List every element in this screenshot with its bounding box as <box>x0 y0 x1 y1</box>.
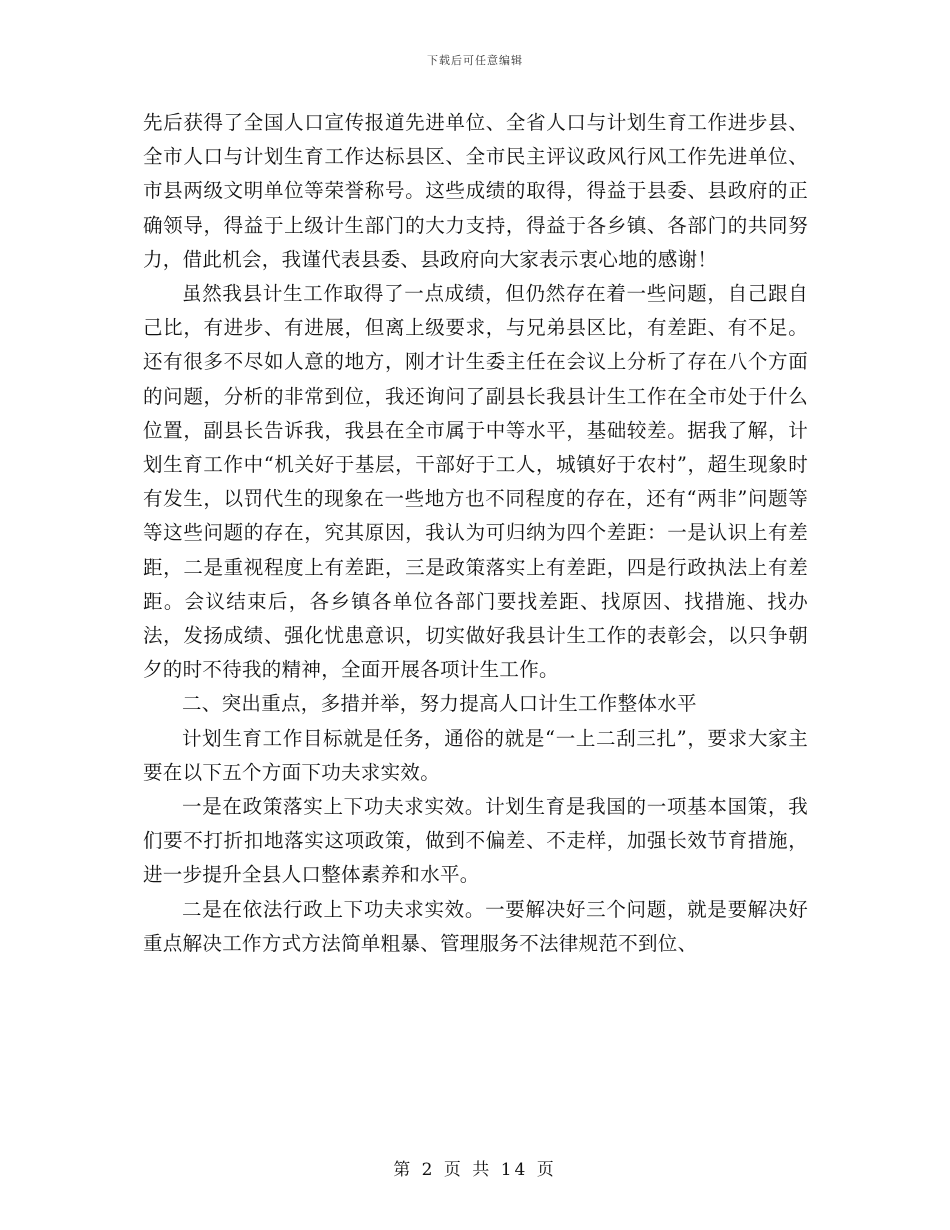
paragraph-3: 计划生育工作目标就是任务，通俗的就是“一上二刮三扎”，要求大家主要在以下五个方面下功夫求实效。 <box>143 726 808 784</box>
paragraph-4: 一是在政策落实上下功夫求实效。计划生育是我国的一项基本国策，我们要不打折扣地落实这项政策，做到不偏差、不走样，加强长效节育措施，进一步提升全县人口整体素养和水平。 <box>143 795 808 887</box>
document-body <box>143 106 808 961</box>
page-number-footer: 第 2 页 共 14 页 <box>393 1160 557 1180</box>
page-header: 下载后可任意编辑 <box>427 54 523 67</box>
paragraph-1: 先后获得了全国人口宣传报道先进单位、全省人口与计划生育工作进步县、全市人口与计划生育工作达标县区、全市民主评议政风行风工作先进单位、市县两级文明单位等荣誉称号。这些成绩的取得，得益于县委、县政府的正确领导，得益于上级计生部门的大力支持，得益于各乡镇、各部门的共同努力，借此机会，我谨代表县委、县政府向大家表示衷心地的感谢！ <box>143 111 808 271</box>
paragraph-5: 二是在依法行政上下功夫求实效。一要解决好三个问题，就是要解决好重点解决工作方式方法简单粗暴、管理服务不法律规范不到位、 <box>143 897 808 955</box>
section-heading: 二、突出重点，多措并举，努力提高人口计生工作整体水平 <box>182 692 697 716</box>
paragraph-2: 虽然我县计生工作取得了一点成绩，但仍然存在着一些问题，自己跟自己比，有进步、有进展，但离上级要求，与兄弟县区比，有差距、有不足。还有很多不尽如人意的地方，刚才计生委主任在会议上分析了存在八个方面的问题，分析的非常到位，我还询问了副县长我县计生工作在全市处于什么位置，副县长告诉我，我县在全市属于中等水平，基础较差。据我了解，计划生育工作中“机关好于基层，干部好于工人，城镇好于农村”，超生现象时有发生，以罚代生的现象在一些地方也不同程度的存在，还有“两非”问题等等这些问题的存在，究其原因，我认为可归纳为四个差距：一是认识上有差距，二是重视程度上有差距，三是政策落实上有差距，四是行政执法上有差距。会议结束后，各乡镇各单位各部门要找差距、找原因、找措施、找办法，发扬成绩、强化忧患意识，切实做好我县计生工作的表彰会，以只争朝夕的时不待我的精神，全面开展各项计生工作。 <box>143 282 808 682</box>
